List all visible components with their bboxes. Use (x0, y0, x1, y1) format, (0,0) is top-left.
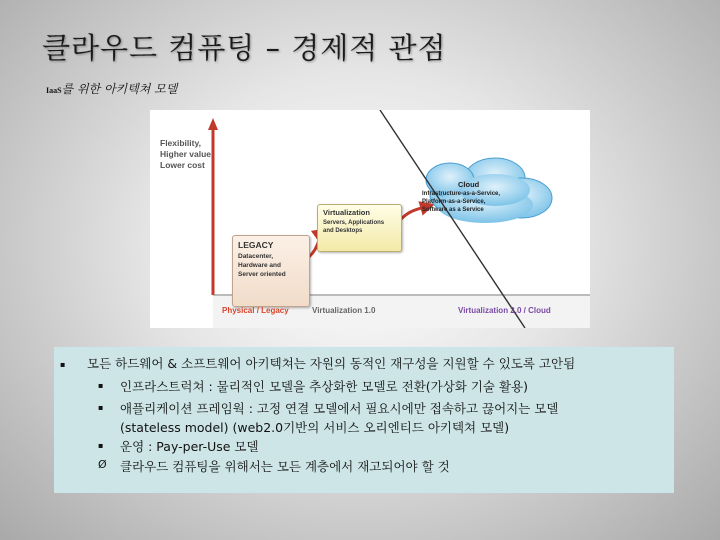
footer-virt2: Virtualization 2.0 / Cloud (458, 306, 551, 315)
sub-item-2: 애플리케이션 프레임웍 : 고정 연결 모델에서 필요시에만 접속하고 끊어지는 모델 (120, 401, 559, 416)
cloud-sub: Infrastructure-as-a-Service, Platform-as-a-Service, Software as a Service (422, 191, 501, 213)
y-axis-label: Flexibility, Higher value Lower cost (160, 138, 212, 170)
sub-bullet-2: ▪ (98, 403, 104, 412)
content-box (54, 347, 674, 493)
subtitle-text: 를 위한 아키텍쳐 모델 (61, 82, 178, 96)
virtualization-title: Virtualization (323, 208, 370, 217)
legacy-sub: Datacenter, Hardware and Server oriented (238, 253, 286, 278)
slide-subtitle (46, 80, 177, 97)
slide-title: 클라우드 컴퓨팅 – 경제적 관점 (42, 31, 447, 65)
y-axis-arrowhead (208, 118, 218, 130)
sub-item-4: 클라우드 컴퓨팅을 위해서는 모든 계층에서 재고되어야 할 것 (120, 459, 450, 474)
sub-item-2-cont: (stateless model) (web2.0기반의 서비스 오리엔티드 아키텍쳐 모델) (120, 420, 510, 435)
main-text: 모든 하드웨어 & 소프트웨어 아키텍쳐는 자원의 동적인 재구성을 지원할 수 있도록 고안됨 (87, 356, 576, 371)
legacy-title: LEGACY (238, 240, 274, 250)
sub-item-1: 인프라스트럭쳐 : 물리적인 모델을 추상화한 모델로 전환(가상화 기술 활용) (120, 379, 529, 394)
virtualization-box (317, 204, 402, 252)
architecture-diagram (150, 110, 590, 328)
subtitle-iaas: IaaS (46, 86, 62, 95)
cloud-title: Cloud (458, 180, 480, 189)
footer-physical: Physical / Legacy (222, 306, 289, 315)
virtualization-sub: Servers, Applications and Desktops (323, 220, 385, 234)
sub-bullet-3: ▪ (98, 441, 104, 450)
legacy-box (232, 235, 310, 307)
footer-virt1: Virtualization 1.0 (312, 306, 376, 315)
main-bullet: ▪ (60, 360, 66, 369)
sub-item-3: 운영 : Pay-per-Use 모델 (120, 439, 259, 454)
cloud-label (422, 180, 542, 214)
sub-arrow-4: Ø (98, 458, 107, 471)
sub-bullet-1: ▪ (98, 381, 104, 390)
